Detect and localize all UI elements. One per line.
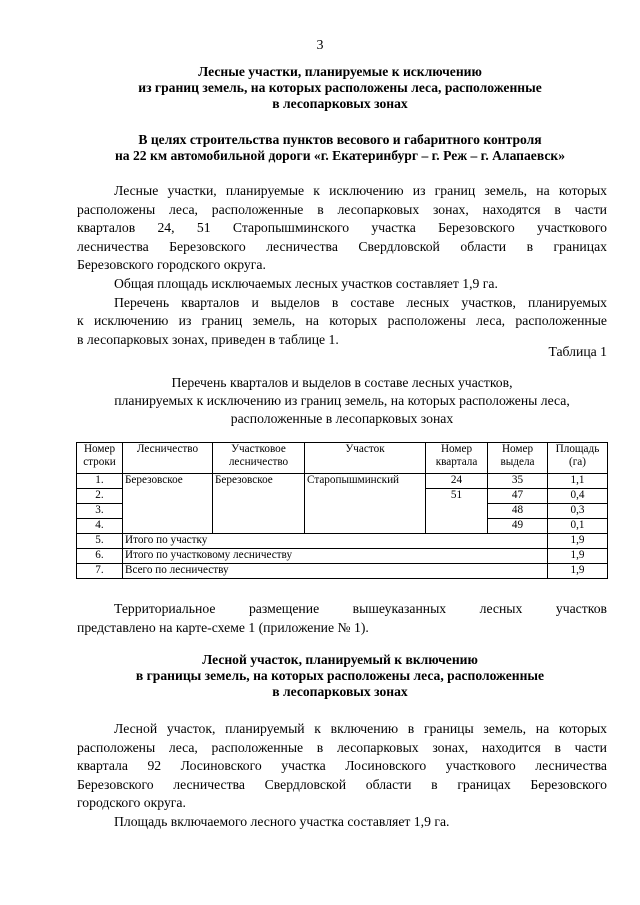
cell-forestry: Березовское xyxy=(123,474,213,534)
cell-area: 0,4 xyxy=(548,489,608,504)
heading-line: в лесопарковых зонах xyxy=(272,684,408,699)
cell-area: 1,9 xyxy=(548,534,608,549)
heading-line: В целях строительства пунктов весового и габаритного контроля xyxy=(138,132,542,147)
cell-area: 1,9 xyxy=(548,549,608,564)
paragraph-line: Лесные участки, планируемые к исключению из границ земель, на которых xyxy=(114,183,607,198)
paragraph-line: представлено на карте-схеме 1 (приложение № 1). xyxy=(77,619,369,635)
plots-table xyxy=(76,442,608,579)
cell-quarter: 24 xyxy=(426,474,488,489)
header-forestry: Лесничество xyxy=(123,443,213,474)
paragraph-line: расположены леса, расположенные в лесопарковых зонах, находится в части xyxy=(77,739,607,755)
cell-area: 1,1 xyxy=(548,474,608,489)
paragraph-line: Березовского лесничества Свердловской области в границах Березовского xyxy=(77,776,607,792)
cell-row-number: 4. xyxy=(77,519,123,534)
paragraph-total-area: Общая площадь исключаемых лесных участков составляет 1,9 га. xyxy=(114,275,498,291)
paragraph-included-area: Площадь включаемого лесного участка составляет 1,9 га. xyxy=(114,813,450,829)
page-number: 3 xyxy=(316,38,324,53)
paragraph-map-reference xyxy=(77,600,607,637)
cell-row-number: 5. xyxy=(77,534,123,549)
paragraph-line: к исключению из границ земель, на которых расположены леса, расположенные xyxy=(77,313,607,329)
paragraph-included-location xyxy=(77,720,607,832)
table-header-row xyxy=(77,443,608,474)
cell-row-number: 3. xyxy=(77,504,123,519)
header-area: Площадь (га) xyxy=(548,443,608,474)
paragraph-line: лесничества Березовского лесничества Свердловской области в границах xyxy=(77,238,607,254)
cell-row-number: 7. xyxy=(77,564,123,579)
paragraph-line: Березовского городского округа. xyxy=(77,257,266,273)
cell-allotment: 48 xyxy=(488,504,548,519)
heading-line: в лесопарковых зонах xyxy=(272,96,408,111)
heading-line: Лесной участок, планируемый к включению xyxy=(202,652,478,667)
table-caption xyxy=(77,374,607,428)
cell-total-label: Всего по лесничеству xyxy=(123,564,548,579)
cell-area: 0,1 xyxy=(548,519,608,534)
heading-line: Лесные участки, планируемые к исключению xyxy=(198,64,482,79)
header-allotment: Номер выдела xyxy=(488,443,548,474)
paragraph-line: Лесной участок, планируемый к включению в границы земель, на которых xyxy=(114,721,607,736)
heading-included-plot xyxy=(60,652,620,700)
header-section: Участок xyxy=(305,443,426,474)
paragraph-line: кварталов 24, 51 Старопышминского участка Березовского участкового xyxy=(77,220,607,236)
paragraph-line: городского округа. xyxy=(77,795,186,811)
cell-area: 1,9 xyxy=(548,564,608,579)
paragraph-line: квартала 92 Лосиновского участка Лосиновского участкового лесничества xyxy=(77,758,607,774)
paragraph-line: в лесопарковых зонах, приведен в таблице 1. xyxy=(77,331,339,347)
table-total-row xyxy=(77,534,608,549)
heading-purpose xyxy=(60,132,620,164)
heading-line: в границы земель, на которых расположены леса, расположенные xyxy=(135,668,545,683)
paragraph-location xyxy=(77,182,607,349)
header-row-number: Номер строки xyxy=(77,443,123,474)
header-district-forestry: Участковое лесничество xyxy=(213,443,305,474)
table-total-row xyxy=(77,549,608,564)
caption-line: планируемых к исключению из границ земель, на которых расположены леса, xyxy=(114,393,570,408)
cell-total-label: Итого по участку xyxy=(123,534,548,549)
heading-line: на 22 км автомобильной дороги «г. Екатеринбург – г. Реж – г. Алапаевск» xyxy=(114,148,566,163)
cell-allotment: 35 xyxy=(488,474,548,489)
header-quarter: Номер квартала xyxy=(426,443,488,474)
paragraph-line: Перечень кварталов и выделов в составе лесных участков, планируемых xyxy=(114,294,607,310)
cell-allotment: 47 xyxy=(488,489,548,504)
table-label: Таблица 1 xyxy=(548,344,607,359)
cell-row-number: 6. xyxy=(77,549,123,564)
cell-district-forestry: Березовское xyxy=(213,474,305,534)
cell-row-number: 2. xyxy=(77,489,123,504)
table-row xyxy=(77,474,608,489)
caption-line: расположенные в лесопарковых зонах xyxy=(230,411,454,426)
cell-total-label: Итого по участковому лесничеству xyxy=(123,549,548,564)
paragraph-line: Территориальное размещение вышеуказанных лесных участков xyxy=(114,601,607,616)
cell-quarter: 51 xyxy=(426,489,488,534)
caption-line: Перечень кварталов и выделов в составе лесных участков, xyxy=(171,375,513,390)
cell-section: Старопышминский xyxy=(305,474,426,534)
cell-area: 0,3 xyxy=(548,504,608,519)
cell-allotment: 49 xyxy=(488,519,548,534)
paragraph-line: расположены леса, расположенные в лесопарковых зонах, находятся в части xyxy=(77,201,607,217)
cell-row-number: 1. xyxy=(77,474,123,489)
heading-excluded-plots xyxy=(60,64,620,112)
heading-line: из границ земель, на которых расположены леса, расположенные xyxy=(138,80,542,95)
table-total-row xyxy=(77,564,608,579)
